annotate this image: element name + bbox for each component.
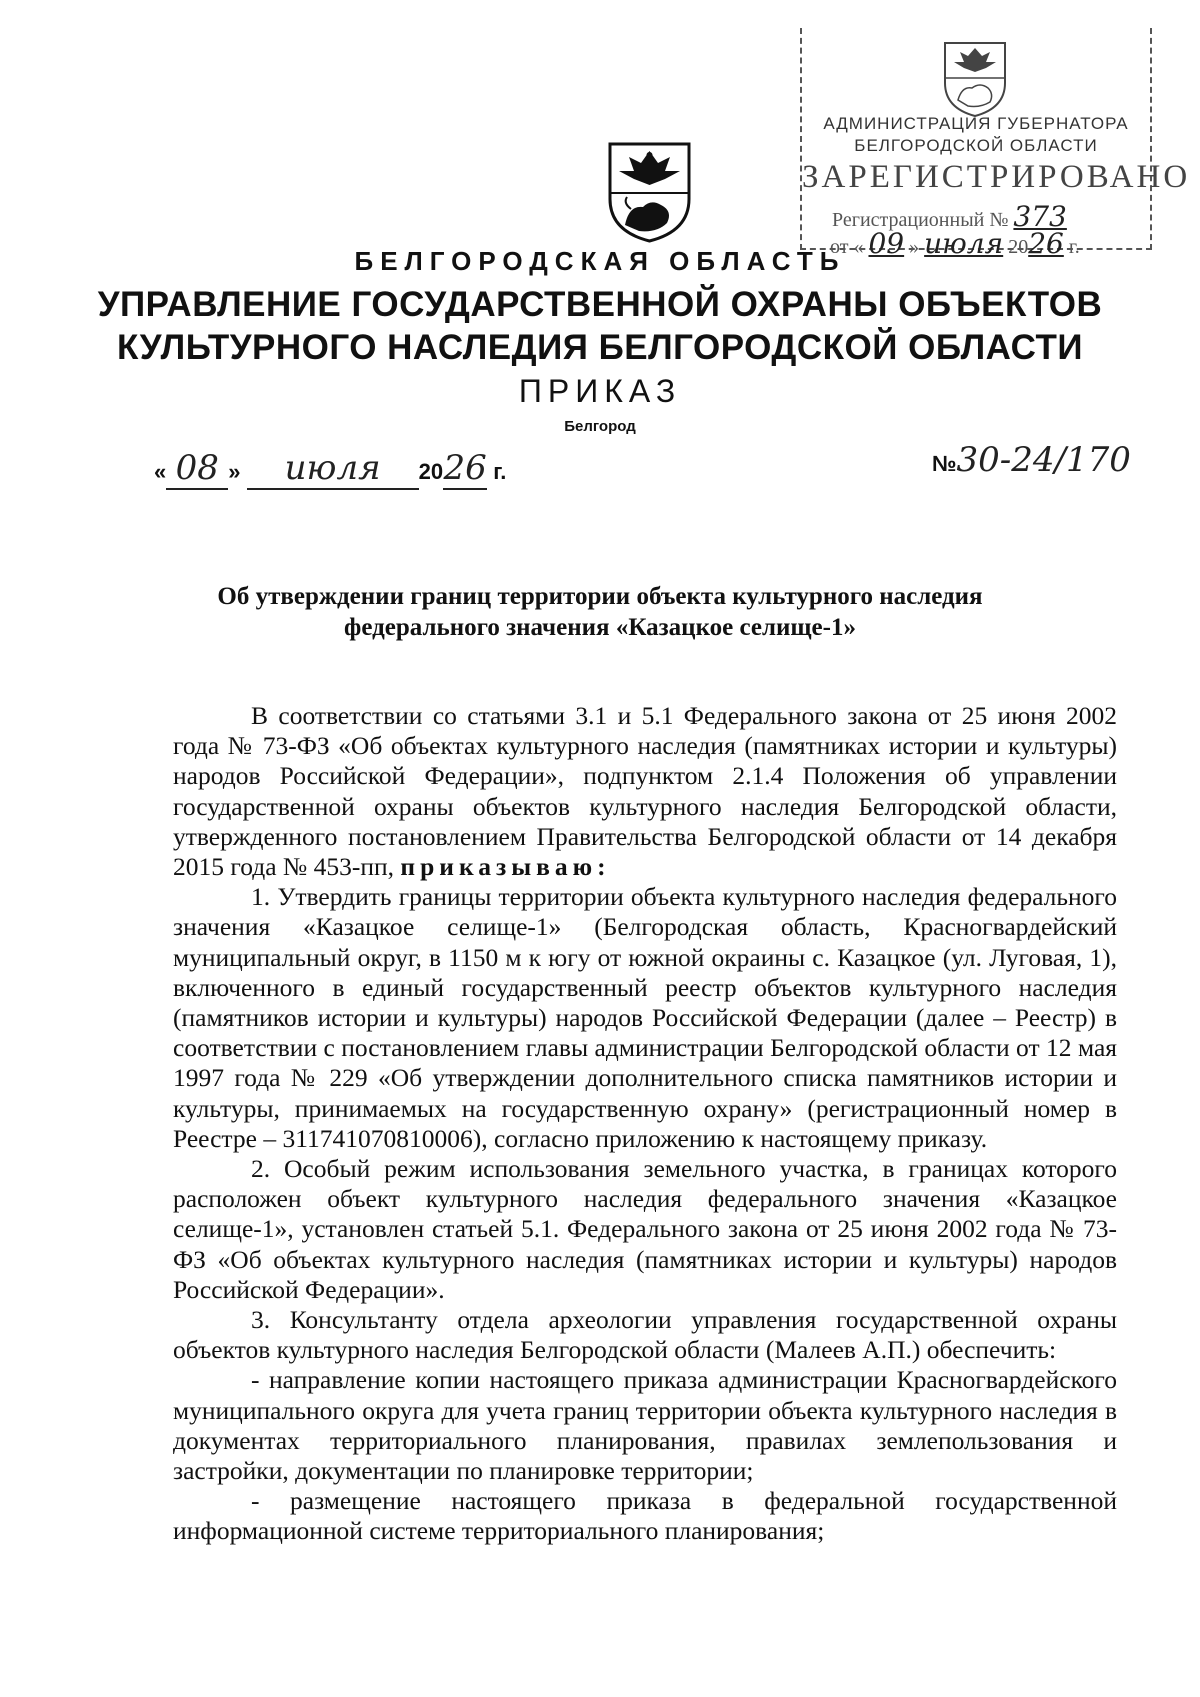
- stamp-org-line1: АДМИНИСТРАЦИЯ ГУБЕРНАТОРА: [823, 114, 1129, 133]
- stamp-date-year: 26: [1028, 227, 1064, 260]
- stamp-date-month: июля: [924, 227, 1004, 260]
- item-3-b: - размещение настоящего приказа в федеральной государственной информационной системе территориального планирования;: [173, 1486, 1117, 1546]
- document-body: [173, 701, 1117, 1547]
- stamp-date-prefix: от «: [830, 236, 864, 258]
- order-number-value: 30-24/170: [956, 440, 1131, 480]
- coat-of-arms-icon: [607, 141, 692, 243]
- organization-name-line1: УПРАВЛЕНИЕ ГОСУДАРСТВЕННОЙ ОХРАНЫ ОБЪЕКТОВ: [97, 285, 1103, 324]
- city-name: Белгород: [564, 418, 636, 435]
- document-type: ПРИКАЗ: [518, 373, 682, 409]
- stamp-reg-number: 373: [1013, 200, 1067, 233]
- coat-of-arms-icon: [940, 38, 1010, 118]
- region-name: БЕЛГОРОДСКАЯ ОБЛАСТЬ: [354, 246, 846, 276]
- order-year-suffix: г.: [493, 459, 507, 484]
- order-year: 26: [443, 448, 487, 488]
- organization-name-line2: КУЛЬТУРНОГО НАСЛЕДИЯ БЕЛГОРОДСКОЙ ОБЛАСТИ: [116, 328, 1084, 367]
- item-2: 2. Особый режим использования земельного участка, в границах которого расположен объект культурного наследия федерального значения «Казацкое селище-1», установлен статьей 5.1. Федерального закона от 25 июня 2002 года № 73-ФЗ «Об объектах культурного наследия (памятниках истории и культуры) народов Российской Федерации».: [173, 1154, 1117, 1304]
- document-title-line2: федерального значения «Казацкое селище-1»: [344, 614, 856, 641]
- stamp-registered-label: ЗАРЕГИСТРИРОВАНО: [802, 159, 1191, 195]
- stamp-date-day: 09: [868, 227, 905, 260]
- order-date: [154, 448, 506, 490]
- date-open-quote: «: [154, 459, 167, 484]
- document-title-line1: Об утверждении границ территории объекта культурного наследия: [217, 583, 983, 610]
- stamp-org-line2: БЕЛГОРОДСКОЙ ОБЛАСТИ: [854, 136, 1098, 155]
- item-1: 1. Утвердить границы территории объекта культурного наследия федерального значения «Казацкое селище-1» (Белгородская область, Красногвардейский муниципальный округ, в 1150 м к югу от южной окраины с. Казацкое (ул. Луговая, 1), включенного в единый государственный реестр объектов культурного наследия (памятников истории и культуры) народов Российской Федерации (далее – Реестр) в соответствии с постановлением главы администрации Белгородской области от 12 мая 1997 года № 229 «Об утверждении дополнительного списка памятников истории и культуры, принимаемых на государственную охрану» (регистрационный номер в Реестре – 311741070810006), согласно приложению к настоящему приказу.: [173, 882, 1117, 1153]
- date-close-quote: »: [228, 459, 241, 484]
- order-number-label: №: [932, 451, 957, 476]
- registration-stamp: [800, 28, 1191, 260]
- order-date-day: 08: [175, 448, 219, 488]
- item-3: 3. Консультанту отдела археологии управления государственной охраны объектов культурного наследия Белгородской области (Малеев А.П.) обеспечить:: [173, 1305, 1117, 1365]
- stamp-date-suffix: г.: [1068, 236, 1080, 258]
- order-number: [932, 440, 1131, 480]
- order-year-prefix: 20: [418, 459, 444, 484]
- intro-command: приказываю:: [400, 852, 611, 882]
- order-date-month: июля: [284, 448, 381, 488]
- stamp-date-year-prefix: 20: [1008, 236, 1029, 258]
- stamp-date-mid: »: [909, 236, 920, 258]
- intro-paragraph: [173, 701, 1117, 882]
- stamp-reg-number-label: Регистрационный №: [832, 209, 1009, 231]
- intro-text: В соответствии со статьями 3.1 и 5.1 Федерального закона от 25 июня 2002 года № 73-ФЗ «Об объектах культурного наследия (памятниках истории и культуры) народов Российской Федерации», подпунктом 2.1.4 Положения об управлении государственной охраны объектов культурного наследия Белгородской области, утвержденного постановлением Правительства Белгородской области от 14 декабря 2015 года № 453-пп,: [173, 701, 1117, 882]
- item-3-a: - направление копии настоящего приказа администрации Красногвардейского муниципального округа для учета границ территории объекта культурного наследия в документах территориального планирования, правилах землепользования и застройки, документации по планировке территории;: [173, 1365, 1117, 1486]
